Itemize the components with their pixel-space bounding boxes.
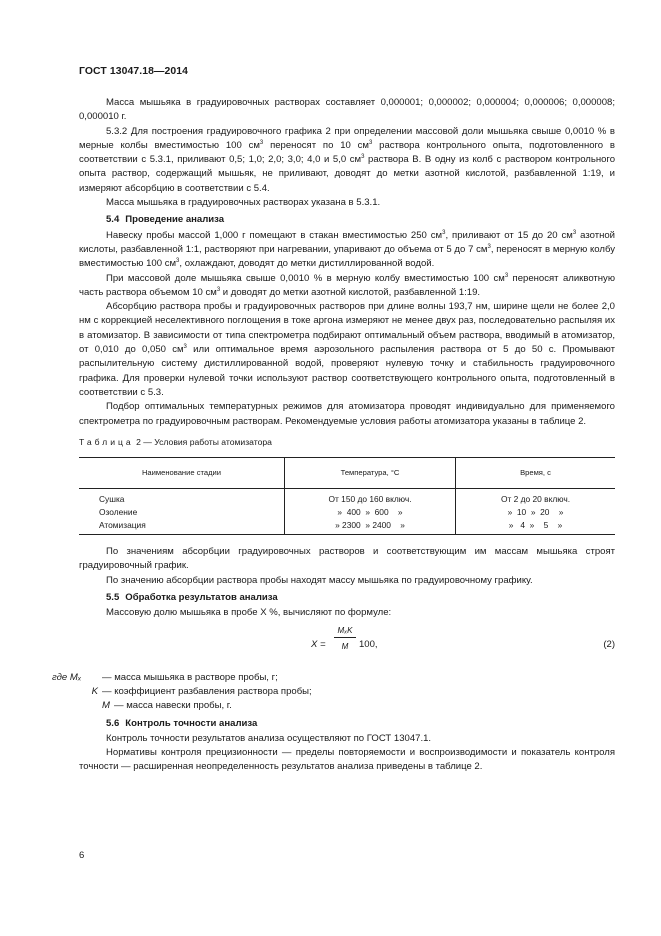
text-run: или оптимальное время аэрозольного распыления раствора от 5 до 50 с. Промывают распылительную систему дистиллированной водой, проверяют нулевую точку и стабильность градуировочного графика. Для проверки нулевой точки используют раствор соответствующего контрольного опыта, подготовленный в соответствии с 5.3. — [79, 344, 615, 398]
legend-symbol: M — [102, 700, 110, 712]
formula-lhs: X = — [311, 638, 326, 650]
paragraph: Нормативы контроля прецизионности — пределы повторяемости и воспроизводимости и показатель контроля точности — расширенная неопределенность результатов анализа приведены в таблице 2. — [79, 747, 615, 773]
section-number: 5.5 — [106, 592, 120, 604]
text-run: , охлаждают, доводят до метки дистиллированной водой. — [179, 258, 435, 270]
section-heading-5-4 — [79, 213, 615, 227]
section-number: 5.6 — [106, 717, 120, 729]
table-cell: От 2 до 20 включ. — [456, 489, 616, 506]
table-cell: » 4 » 5 » — [456, 518, 616, 535]
paragraph: Массовую долю мышьяка в пробе X %, вычисляют по формуле: — [106, 607, 392, 619]
superscript: 3 — [183, 344, 187, 351]
table-cell: Сушка — [99, 494, 125, 505]
text-run: и доводят до метки азотной кислотой, разбавленной 1:19. — [220, 286, 481, 298]
superscript: 3 — [216, 286, 221, 293]
paragraph: По значениям абсорбции градуировочных растворов и соответствующим им массам мышьяка строят градуировочный график. — [79, 546, 615, 572]
paragraph — [79, 300, 615, 400]
table-cell: » 400 » 600 » — [285, 505, 456, 518]
legend-row — [52, 671, 615, 685]
formula-number: (2) — [603, 638, 615, 650]
table-header-row — [79, 458, 615, 489]
paragraph: Подбор оптимальных температурных режимов для атомизатора проводят индивидуально для применяемого спектрометра по градуировочным растворам. Рекомендуемые условия работы атомизатора указаны в таблице 2. — [79, 401, 615, 427]
section-heading-5-5 — [79, 591, 615, 605]
table-cell: » 2300 » 2400 » — [285, 518, 456, 535]
superscript: 3 — [487, 243, 491, 250]
text-run: 5.3.2 Для построения градуировочного графика 2 при определении массовой доли мышьяка свыше 0,0010 % в мерные колбы вместимостью 100 см — [79, 125, 615, 151]
formula-legend — [52, 671, 615, 714]
superscript: 3 — [442, 229, 446, 236]
paragraph: Масса мышьяка в градуировочных растворах указана в 5.3.1. — [106, 197, 381, 209]
text-run: При массовой доле мышьяка свыше 0,0010 % в мерную колбу вместимостью 100 см — [106, 272, 505, 284]
text-run: переносят по 10 см — [263, 139, 369, 151]
superscript: 3 — [504, 272, 509, 279]
page-number: 6 — [79, 850, 85, 861]
superscript: 3 — [176, 258, 180, 265]
atomizer-conditions-table — [79, 457, 615, 535]
document-header: ГОСТ 13047.18—2014 — [79, 66, 188, 77]
paragraph-5-3-2 — [79, 125, 615, 196]
legend-text: — масса навески пробы, г. — [114, 700, 232, 712]
superscript: 3 — [361, 154, 365, 161]
table-row — [79, 518, 615, 535]
section-title: Проведение анализа — [125, 214, 225, 226]
table-caption-label: Таблица — [79, 436, 134, 447]
document-body — [52, 96, 616, 775]
text-run: раствора контрольного опыта, подготовленного в соответствии с 5.3.1, приливают 0,5; 1,0; 2,0; 3,0; 4,0 и 5,0 см — [79, 139, 616, 166]
section-title: Обработка результатов анализа — [125, 592, 278, 604]
legend-symbol: где Mₓ — [52, 671, 82, 683]
table-caption — [79, 435, 615, 449]
table-caption-text: 2 — Условия работы атомизатора — [136, 436, 272, 447]
paragraph — [79, 272, 615, 301]
paragraph — [79, 229, 615, 272]
table-row — [79, 489, 615, 506]
table-cell: От 150 до 160 включ. — [285, 489, 456, 506]
section-title: Контроль точности анализа — [125, 717, 258, 729]
column-header: Время, с — [456, 458, 616, 489]
formula-denominator: M — [341, 641, 349, 651]
formula-multiplier: 100, — [359, 638, 378, 650]
legend-text: — коэффициент разбавления раствора пробы; — [102, 685, 312, 697]
formula-numerator: MₓK — [334, 625, 356, 638]
table-cell: » 10 » 20 » — [456, 505, 616, 518]
text-run: раствора В. В одну из колб с раствором контрольного опыта раствор, содержащий мышьяк, не приливают, доводят до метки азотной кислотой, разбавленной 1:19, и измеряют абсорбцию в соответствии с 5.4. — [79, 154, 616, 194]
table-cell: Озоление — [99, 507, 138, 518]
text-run: Абсорбцию раствора пробы и градуировочных растворов при длине волны 193,7 нм, ширине щели не более 2,0 нм с коррекцией неселективного поглощения в токе аргона измеряют не менее двух раз, последовательно распыляя их в атомизатор. В зависимости от типа спектрометра подбирают оптимальный объем раствора, вводимый в атомизатор, от 0,010 до 0,050 см — [79, 301, 615, 356]
superscript: 3 — [259, 139, 264, 146]
superscript: 3 — [572, 229, 577, 236]
section-heading-5-6 — [79, 717, 615, 731]
text-run: переносят аликвотную часть раствора объемом 10 см — [79, 272, 615, 298]
table-row — [79, 505, 615, 518]
paragraph: Масса мышьяка в градуировочных растворах составляет 0,000001; 0,000002; 0,000004; 0,000006; 0,000008; 0,000010 г. — [79, 97, 615, 123]
formula-2 — [79, 625, 615, 665]
text-run: , приливают от 15 до 20 см — [445, 229, 573, 241]
paragraph: По значению абсорбции раствора пробы находят массу мышьяка по градуировочному графику. — [106, 574, 533, 586]
text-run: , переносят в мерную колбу вместимостью 100 см — [79, 243, 615, 270]
legend-symbol: K — [91, 685, 98, 697]
legend-row — [79, 699, 615, 713]
text-run: Навеску пробы массой 1,000 г помещают в стакан вместимостью 250 см — [106, 229, 443, 241]
table-cell: Атомизация — [79, 518, 285, 535]
legend-text: — масса мышьяка в растворе пробы, г; — [102, 671, 278, 683]
column-header: Температура, °С — [285, 458, 456, 489]
text-run: азотной кислоты, разбавленной 1:1, растворяют при нагревании, упаривают до объема от 5 до 7 см — [79, 229, 615, 255]
column-header: Наименование стадии — [79, 458, 285, 489]
section-number: 5.4 — [106, 214, 120, 226]
superscript: 3 — [368, 139, 373, 146]
legend-row — [79, 685, 615, 699]
paragraph: Контроль точности результатов анализа осуществляют по ГОСТ 13047.1. — [106, 732, 432, 744]
